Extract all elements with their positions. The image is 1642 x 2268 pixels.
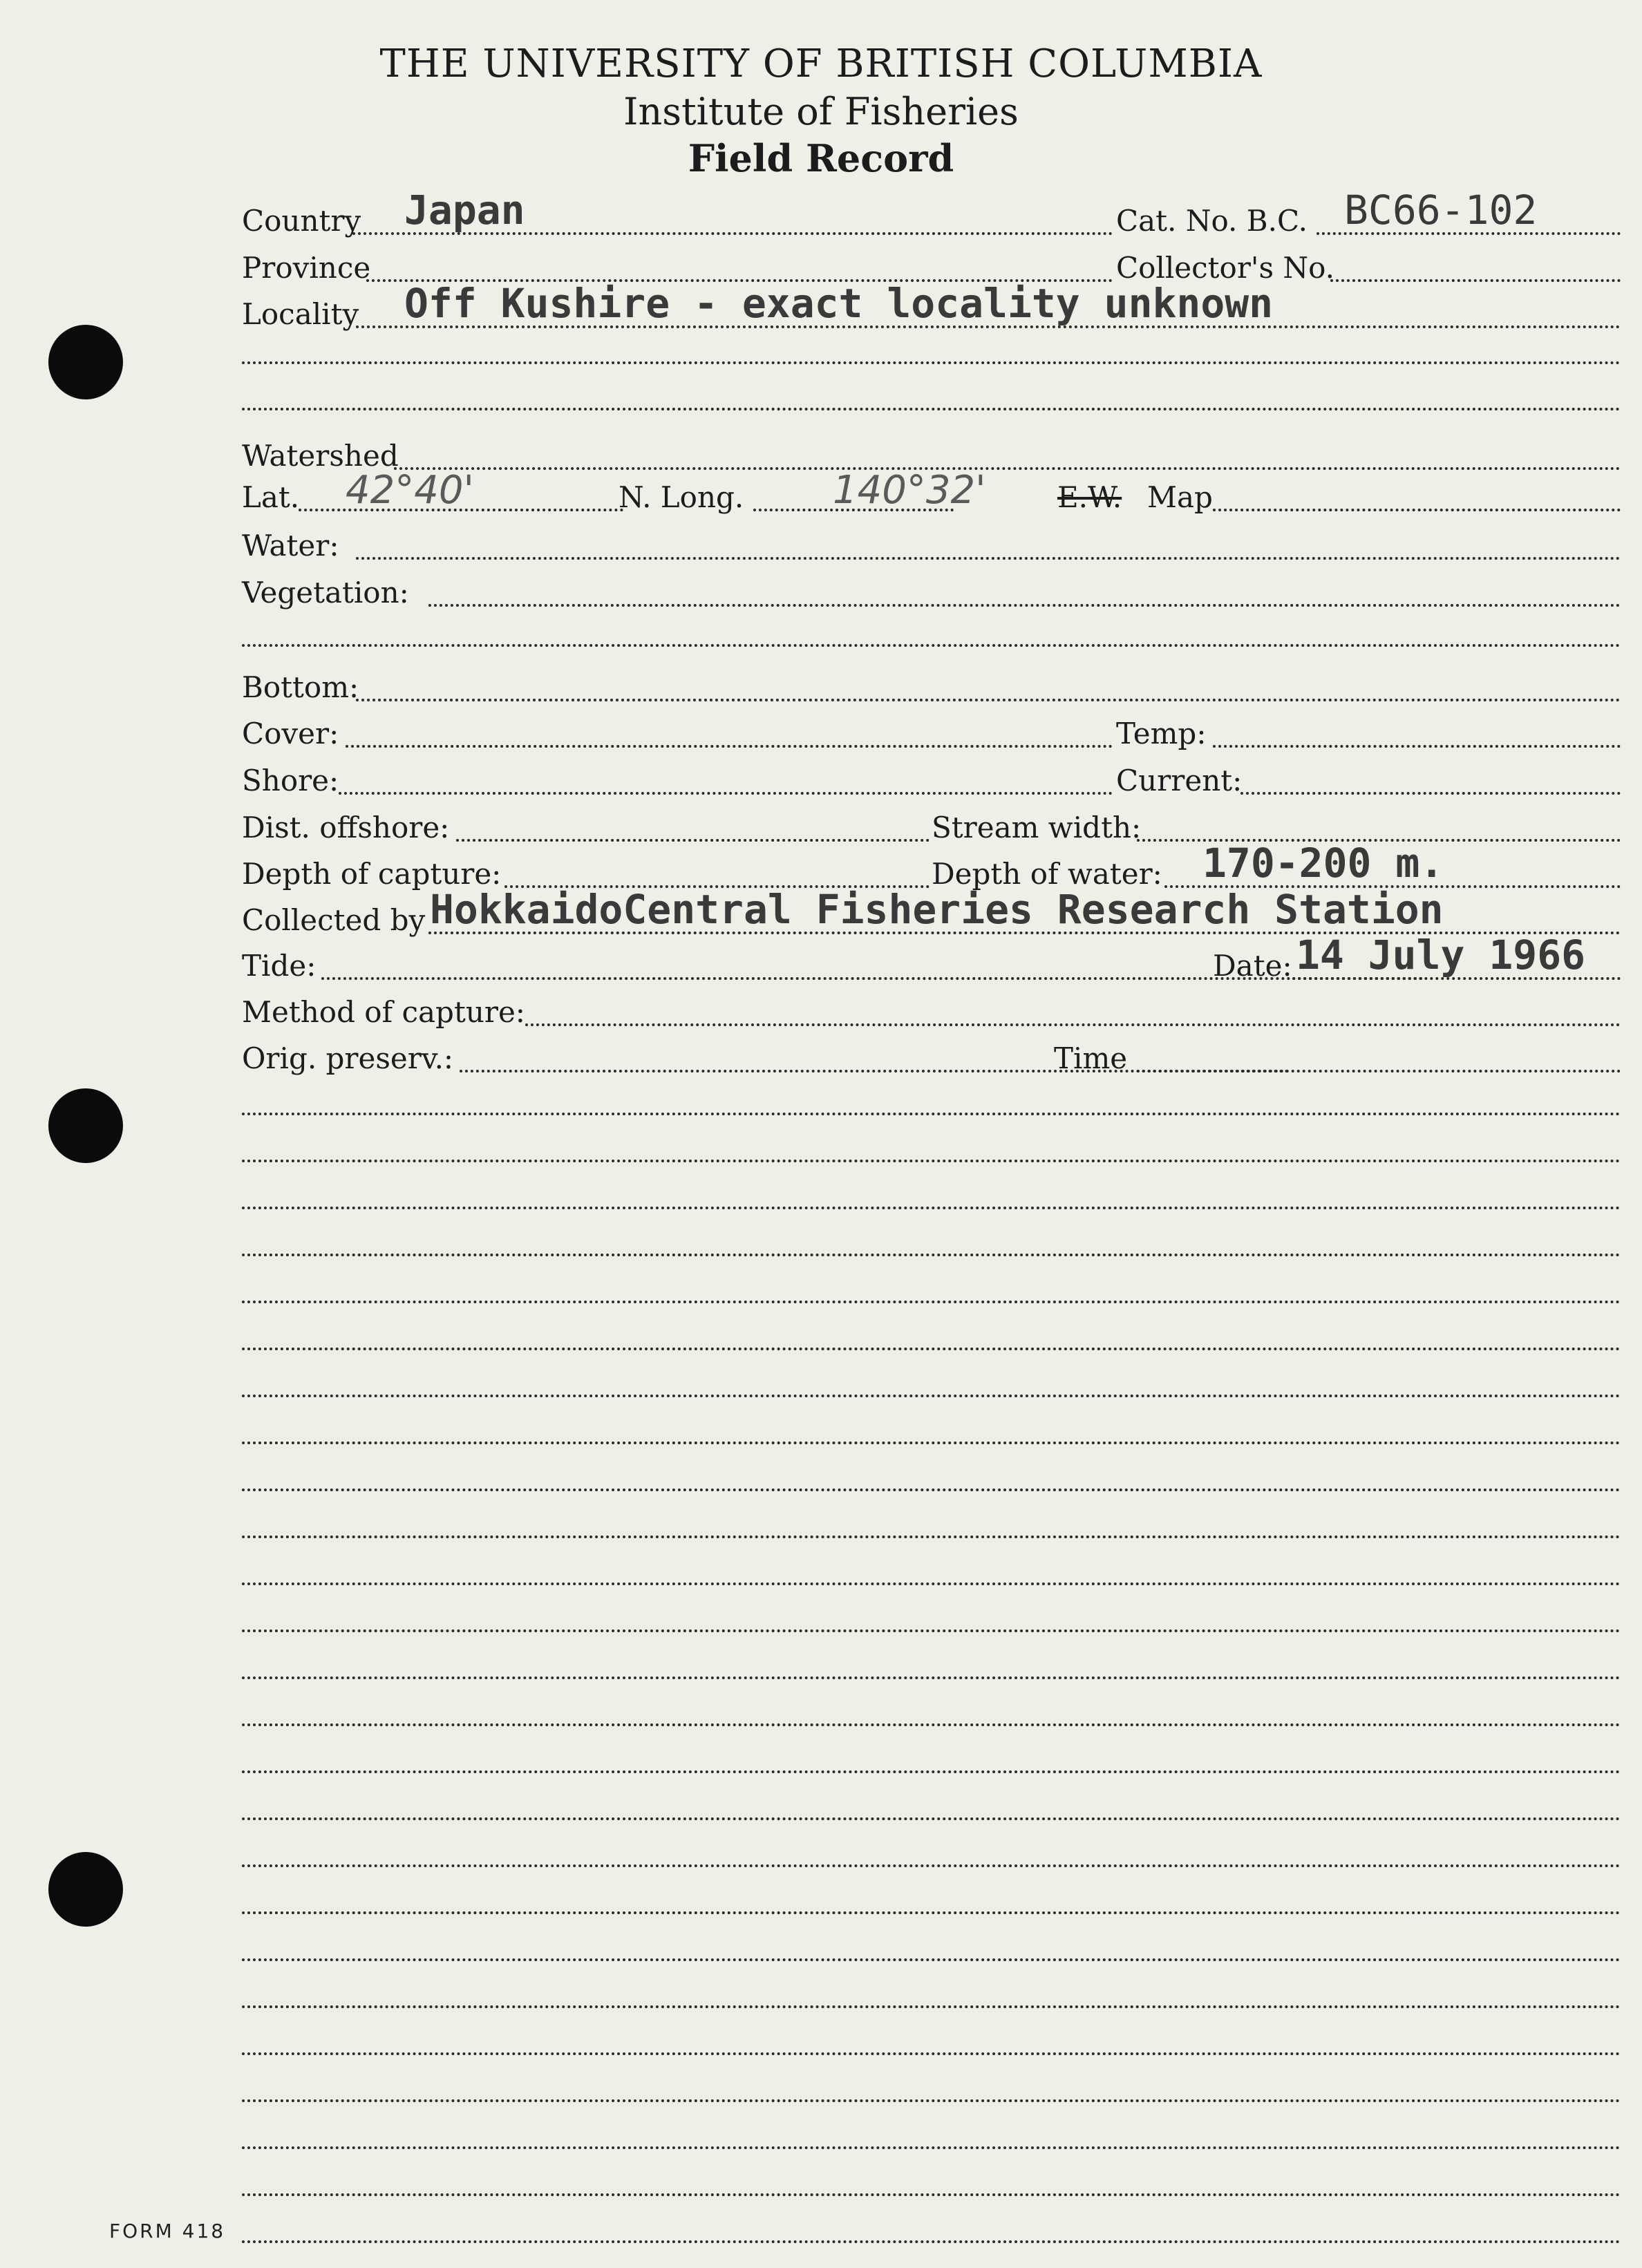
stream-width-label: Stream width: <box>932 811 1142 844</box>
blank-line <box>242 1723 1621 1726</box>
cover-field-line <box>346 745 1113 748</box>
lat-label: Lat. <box>242 480 300 514</box>
blank-line <box>242 2193 1621 2196</box>
vegetation-extra-line <box>242 644 1621 647</box>
long-value: 140°32' <box>833 468 986 513</box>
blank-line <box>242 1207 1621 1209</box>
blank-line <box>242 2052 1621 2055</box>
depth-water-value: 170-200 m. <box>1202 840 1444 887</box>
n-long-label: N. Long. <box>619 480 744 514</box>
watershed-label: Watershed <box>242 439 399 473</box>
cover-label: Cover: <box>242 717 339 750</box>
shore-label: Shore: <box>242 764 339 797</box>
blank-line <box>242 1864 1621 1867</box>
blank-line <box>242 1489 1621 1491</box>
province-label: Province <box>242 251 371 285</box>
university-title: THE UNIVERSITY OF BRITISH COLUMBIA <box>379 41 1263 86</box>
row-country <box>242 187 1621 240</box>
vegetation-field-line <box>428 604 1621 607</box>
blank-line <box>242 1676 1621 1679</box>
dist-offshore-label: Dist. offshore: <box>242 811 450 844</box>
row-shore <box>242 753 1621 800</box>
row-cover <box>242 706 1621 753</box>
blank-line <box>242 1113 1621 1115</box>
blank-line <box>242 2005 1621 2008</box>
blank-line <box>242 1535 1621 1538</box>
water-field-line <box>356 557 1621 560</box>
method-label: Method of capture: <box>242 995 525 1029</box>
blank-line <box>242 1442 1621 1444</box>
blank-line <box>242 1301 1621 1303</box>
blank-line <box>242 1348 1621 1350</box>
bottom-label: Bottom: <box>242 670 359 704</box>
map-field-line <box>1213 509 1621 511</box>
current-field-line <box>1240 792 1621 795</box>
row-vegetation <box>242 565 1621 612</box>
locality-value: Off Kushire - exact locality unknown <box>404 280 1274 327</box>
form-title: Field Record <box>688 136 954 180</box>
tide-label: Tide: <box>242 949 317 983</box>
row-locality <box>242 280 1621 334</box>
temp-field-line <box>1213 745 1621 748</box>
locality-extra-line-2 <box>242 408 1621 410</box>
blank-line <box>242 1817 1621 1820</box>
cat-no-value: BC66-102 <box>1344 187 1538 234</box>
blank-line <box>242 1911 1621 1914</box>
binder-hole-top <box>48 325 123 399</box>
depth-capture-label: Depth of capture: <box>242 857 502 891</box>
country-label: Country <box>242 204 361 238</box>
blank-line <box>242 2099 1621 2102</box>
row-orig-preserv <box>242 1031 1621 1078</box>
row-tide <box>242 932 1621 985</box>
row-water <box>242 518 1621 565</box>
temp-label: Temp: <box>1116 717 1207 750</box>
lat-value: 42°40' <box>346 468 474 513</box>
form-number: FORM 418 <box>109 2220 226 2242</box>
map-label: Map <box>1147 480 1213 514</box>
row-bottom <box>242 660 1621 707</box>
date-label: Date: <box>1213 949 1292 983</box>
blank-line <box>242 2240 1621 2243</box>
dist-offshore-field-line <box>456 839 929 842</box>
time-label: Time <box>1054 1041 1128 1075</box>
binder-hole-bottom <box>48 1852 123 1927</box>
row-method <box>242 985 1621 1032</box>
bottom-field-line <box>356 699 1621 701</box>
blank-line <box>242 1395 1621 1397</box>
shore-field-line <box>339 792 1113 795</box>
locality-label: Locality <box>242 297 359 331</box>
water-label: Water: <box>242 529 339 563</box>
blank-line <box>242 1160 1621 1162</box>
depth-water-label: Depth of water: <box>932 857 1162 891</box>
blank-line <box>242 1958 1621 1961</box>
row-lat-long <box>242 470 1621 517</box>
date-value: 14 July 1966 <box>1296 932 1586 979</box>
cat-no-label: Cat. No. B.C. <box>1116 204 1308 238</box>
time-field-line <box>1137 1070 1621 1072</box>
institute-title: Institute of Fisheries <box>623 90 1019 133</box>
method-field-line <box>525 1023 1621 1026</box>
orig-preserv-label: Orig. preserv.: <box>242 1041 454 1075</box>
country-value: Japan <box>404 187 525 234</box>
current-label: Current: <box>1116 764 1243 797</box>
vegetation-label: Vegetation: <box>242 576 409 609</box>
binder-hole-middle <box>48 1088 123 1163</box>
blank-line <box>242 1629 1621 1632</box>
locality-extra-line-1 <box>242 361 1621 364</box>
collected-by-label: Collected by <box>242 903 426 937</box>
collectors-no-label: Collector's No. <box>1116 251 1335 285</box>
collected-by-value: HokkaidoCentral Fisheries Research Station <box>430 886 1444 933</box>
blank-line <box>242 1582 1621 1585</box>
ew-label: E.W. <box>1057 480 1122 514</box>
collectors-no-field-line <box>1330 279 1621 282</box>
blank-line <box>242 2146 1621 2149</box>
blank-line <box>242 1254 1621 1256</box>
blank-line <box>242 1770 1621 1773</box>
